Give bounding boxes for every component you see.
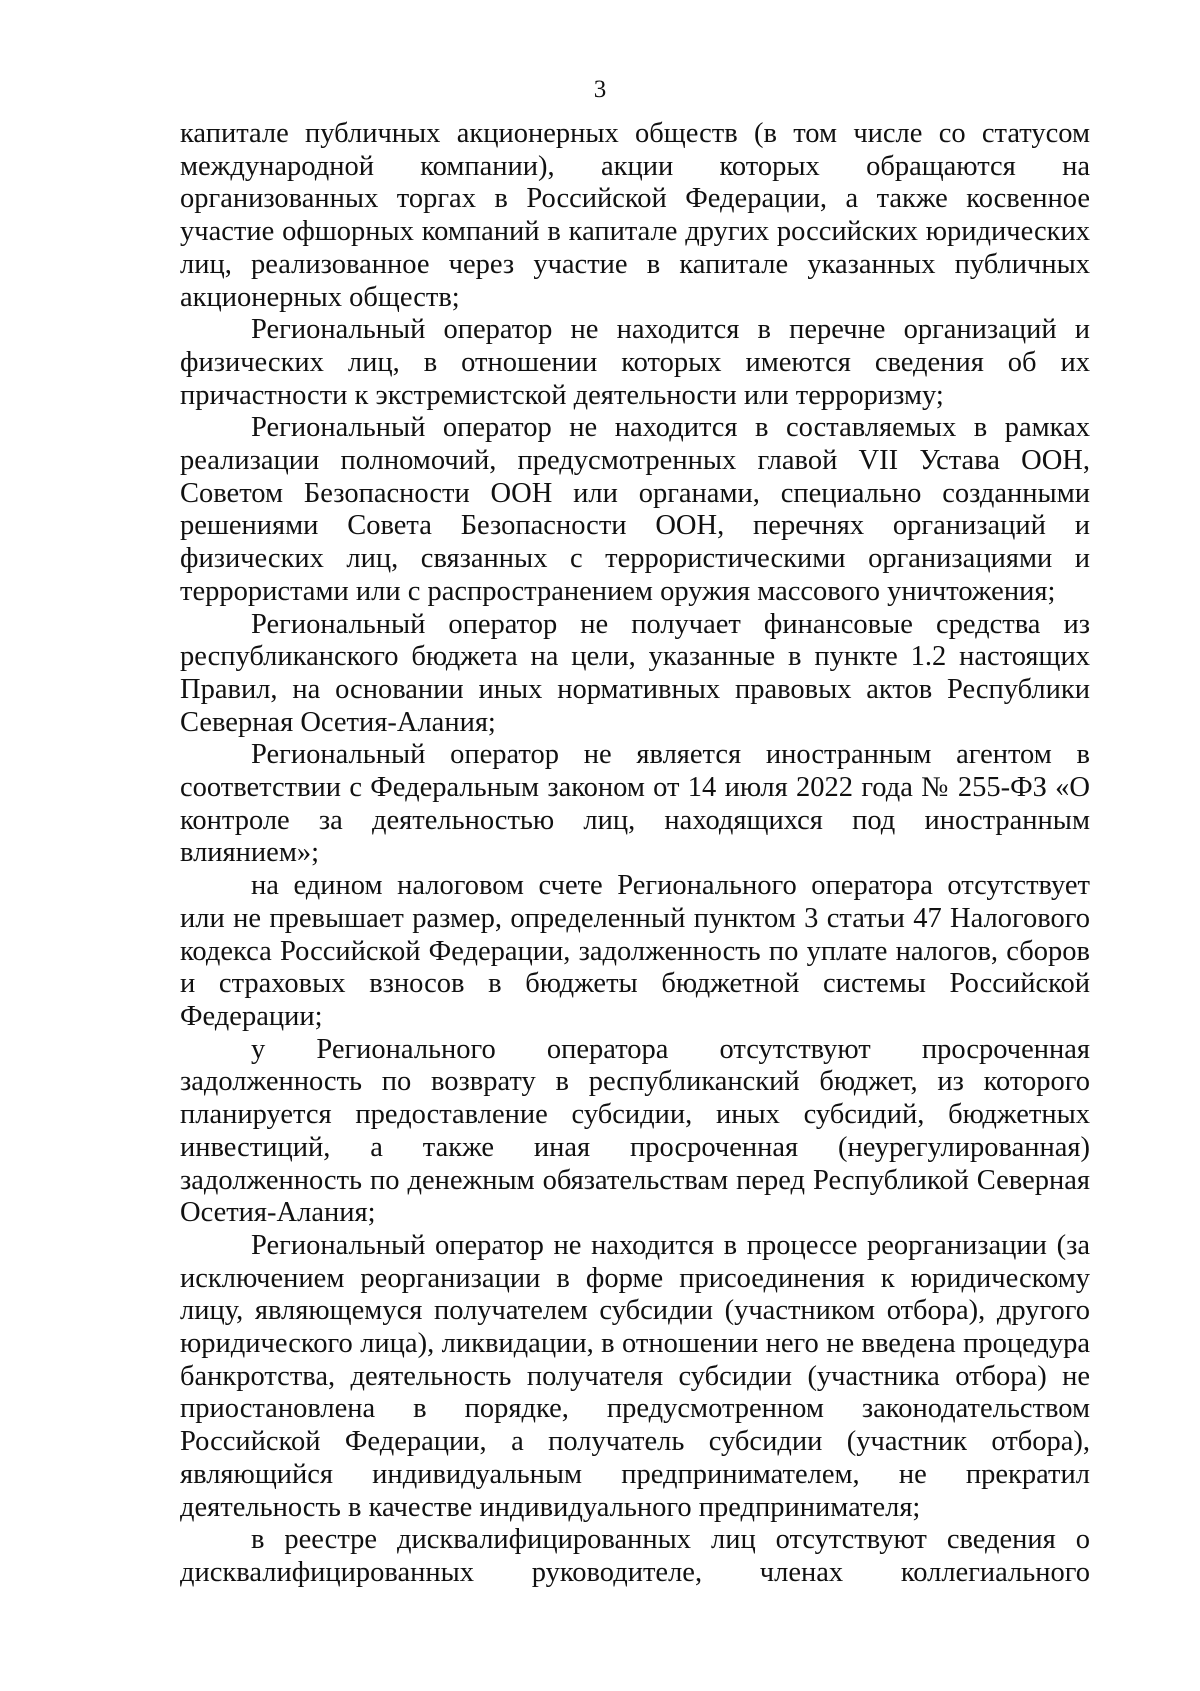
document-body [180,118,1090,1590]
paragraph-disqualified-persons: в реестре дисквалифицированных лиц отсутствуют сведения о дисквалифицированных руководителе, членах коллегиального [180,1524,1090,1588]
paragraph-un-security-council-list: Региональный оператор не находится в составляемых в рамках реализации полномочий, предусмотренных главой VII Устава ООН, Советом Безопасности ООН или органами, специально созданными решениями Совета Безопасности ООН, перечнях организаций и физических лиц, связанных с террористическими организациями и террористами или с распространением оружия массового уничтожения; [180,412,1090,607]
paragraph-no-budget-funds: Региональный оператор не получает финансовые средства из республиканского бюджета на цели, указанные в пункте 1.2 настоящих Правил, на основании иных нормативных правовых актов Республики Северная Осетия-Алания; [180,608,1090,738]
paragraph-no-reorganization: Региональный оператор не находится в процессе реорганизации (за исключением реорганизации в форме присоединения к юридическому лицу, являющемуся получателем субсидии (участником отбора), другого юридического лица), ликвидации, в отношении него не введена процедура банкротства, деятельность получателя субсидии (участника отбора) не приостановлена в порядке, предусмотренном законодательством Российской Федерации, а получатель субсидии (участник отбора), являющийся индивидуальным предпринимателем, не прекратил деятельность в качестве индивидуального предпринимателя; [180,1229,1090,1523]
paragraph-continuation: капитале публичных акционерных обществ (в том числе со статусом международной компании), акции которых обращаются на организованных торгах в Российской Федерации, а также косвенное участие офшорных компаний в капитале других российских юридических лиц, реализованное через участие в капитале указанных публичных акционерных обществ; [180,118,1090,313]
paragraph-not-foreign-agent: Региональный оператор не является иностранным агентом в соответствии с Федеральным законом от 14 июля 2022 года № 255-ФЗ «О контроле за деятельностью лиц, находящихся под иностранным влиянием»; [180,739,1090,869]
paragraph-no-overdue-debt: у Регионального оператора отсутствуют просроченная задолженность по возврату в республиканский бюджет, из которого планируется предоставление субсидии, иных субсидий, бюджетных инвестиций, а также иная просроченная (неурегулированная) задолженность по денежным обязательствам перед Республикой Северная Осетия-Алания; [180,1033,1090,1229]
paragraph-tax-account: на едином налоговом счете Регионального оператора отсутствует или не превышает размер, определенный пунктом 3 статьи 47 Налогового кодекса Российской Федерации, задолженность по уплате налогов, сборов и страховых взносов в бюджеты бюджетной системы Российской Федерации; [180,870,1090,1032]
page-number: 3 [593,76,607,103]
paragraph-extremism-list: Региональный оператор не находится в перечне организаций и физических лиц, в отношении которых имеются сведения об их причастности к экстремистской деятельности или терроризму; [180,314,1090,411]
